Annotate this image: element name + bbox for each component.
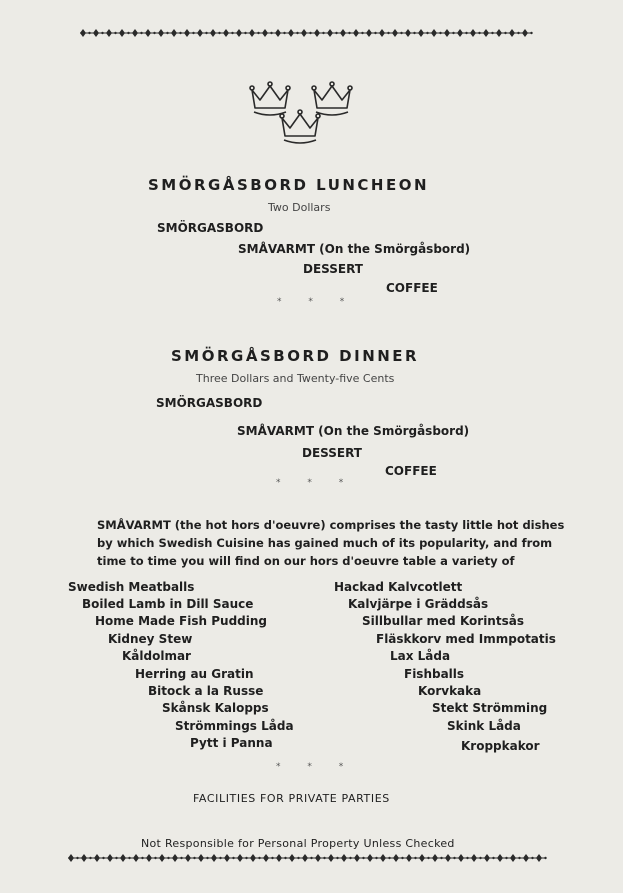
luncheon-item-smavarmt: SMÅVARMT (On the Smörgåsbord)	[238, 242, 471, 256]
dish-left: Swedish Meatballs	[68, 580, 195, 594]
dinner-title: SMÖRGÅSBORD DINNER	[171, 347, 420, 365]
luncheon-price: Two Dollars	[268, 201, 331, 214]
description-line-3: time to time you will find on our hors d'oeuvre table a variety of	[97, 554, 515, 568]
dish-left: Herring au Gratin	[135, 667, 254, 681]
three-crowns-icon	[244, 76, 360, 148]
dish-left: Kåldolmar	[122, 649, 191, 663]
dinner-price: Three Dollars and Twenty-five Cents	[196, 372, 395, 385]
dish-left: Strömmings Låda	[175, 719, 294, 733]
dish-right: Lax Låda	[390, 649, 451, 663]
luncheon-item-dessert: DESSERT	[303, 262, 363, 276]
dish-left: Boiled Lamb in Dill Sauce	[82, 597, 254, 611]
dish-left: Pytt i Panna	[190, 736, 273, 750]
dish-right: Korvkaka	[418, 684, 482, 698]
dinner-item-smavarmt: SMÅVARMT (On the Smörgåsbord)	[237, 424, 470, 438]
dish-right: Kroppkakor	[461, 739, 540, 753]
dinner-item-dessert: DESSERT	[302, 446, 362, 460]
dish-left: Home Made Fish Pudding	[95, 614, 267, 628]
dish-right: Sillbullar med Korintsås	[362, 614, 524, 628]
luncheon-item-smorgasbord: SMÖRGASBORD	[157, 221, 264, 235]
description-line-2: by which Swedish Cuisine has gained much of its popularity, and from	[97, 536, 553, 550]
dinner-item-smorgasbord: SMÖRGASBORD	[156, 396, 263, 410]
dinner-item-coffee: COFFEE	[385, 464, 437, 478]
dish-right: Stekt Strömming	[432, 701, 548, 715]
dishes-separator: * * *	[276, 762, 356, 772]
dish-left: Kidney Stew	[108, 632, 193, 646]
dish-right: Skink Låda	[447, 719, 521, 733]
luncheon-separator: * * *	[277, 297, 357, 307]
dish-right: Kalvjärpe i Gräddsås	[348, 597, 489, 611]
dinner-separator: * * *	[276, 478, 356, 488]
luncheon-title: SMÖRGÅSBORD LUNCHEON	[148, 176, 430, 194]
dish-right: Fishballs	[404, 667, 465, 681]
dish-right: Fläskkorv med Immpotatis	[376, 632, 556, 646]
disclaimer: Not Responsible for Personal Property Unless Checked	[141, 837, 455, 850]
private-parties-notice: FACILITIES FOR PRIVATE PARTIES	[193, 792, 390, 805]
dish-left: Skånsk Kalopps	[162, 701, 269, 715]
luncheon-item-coffee: COFFEE	[386, 281, 438, 295]
description-line-1: SMÅVARMT (the hot hors d'oeuvre) comprises the tasty little hot dishes	[97, 518, 565, 532]
bottom-ornamental-border	[0, 847, 623, 869]
top-ornamental-border	[0, 22, 623, 44]
dish-left: Bitock a la Russe	[148, 684, 264, 698]
dish-right: Hackad Kalvcotlett	[334, 580, 463, 594]
